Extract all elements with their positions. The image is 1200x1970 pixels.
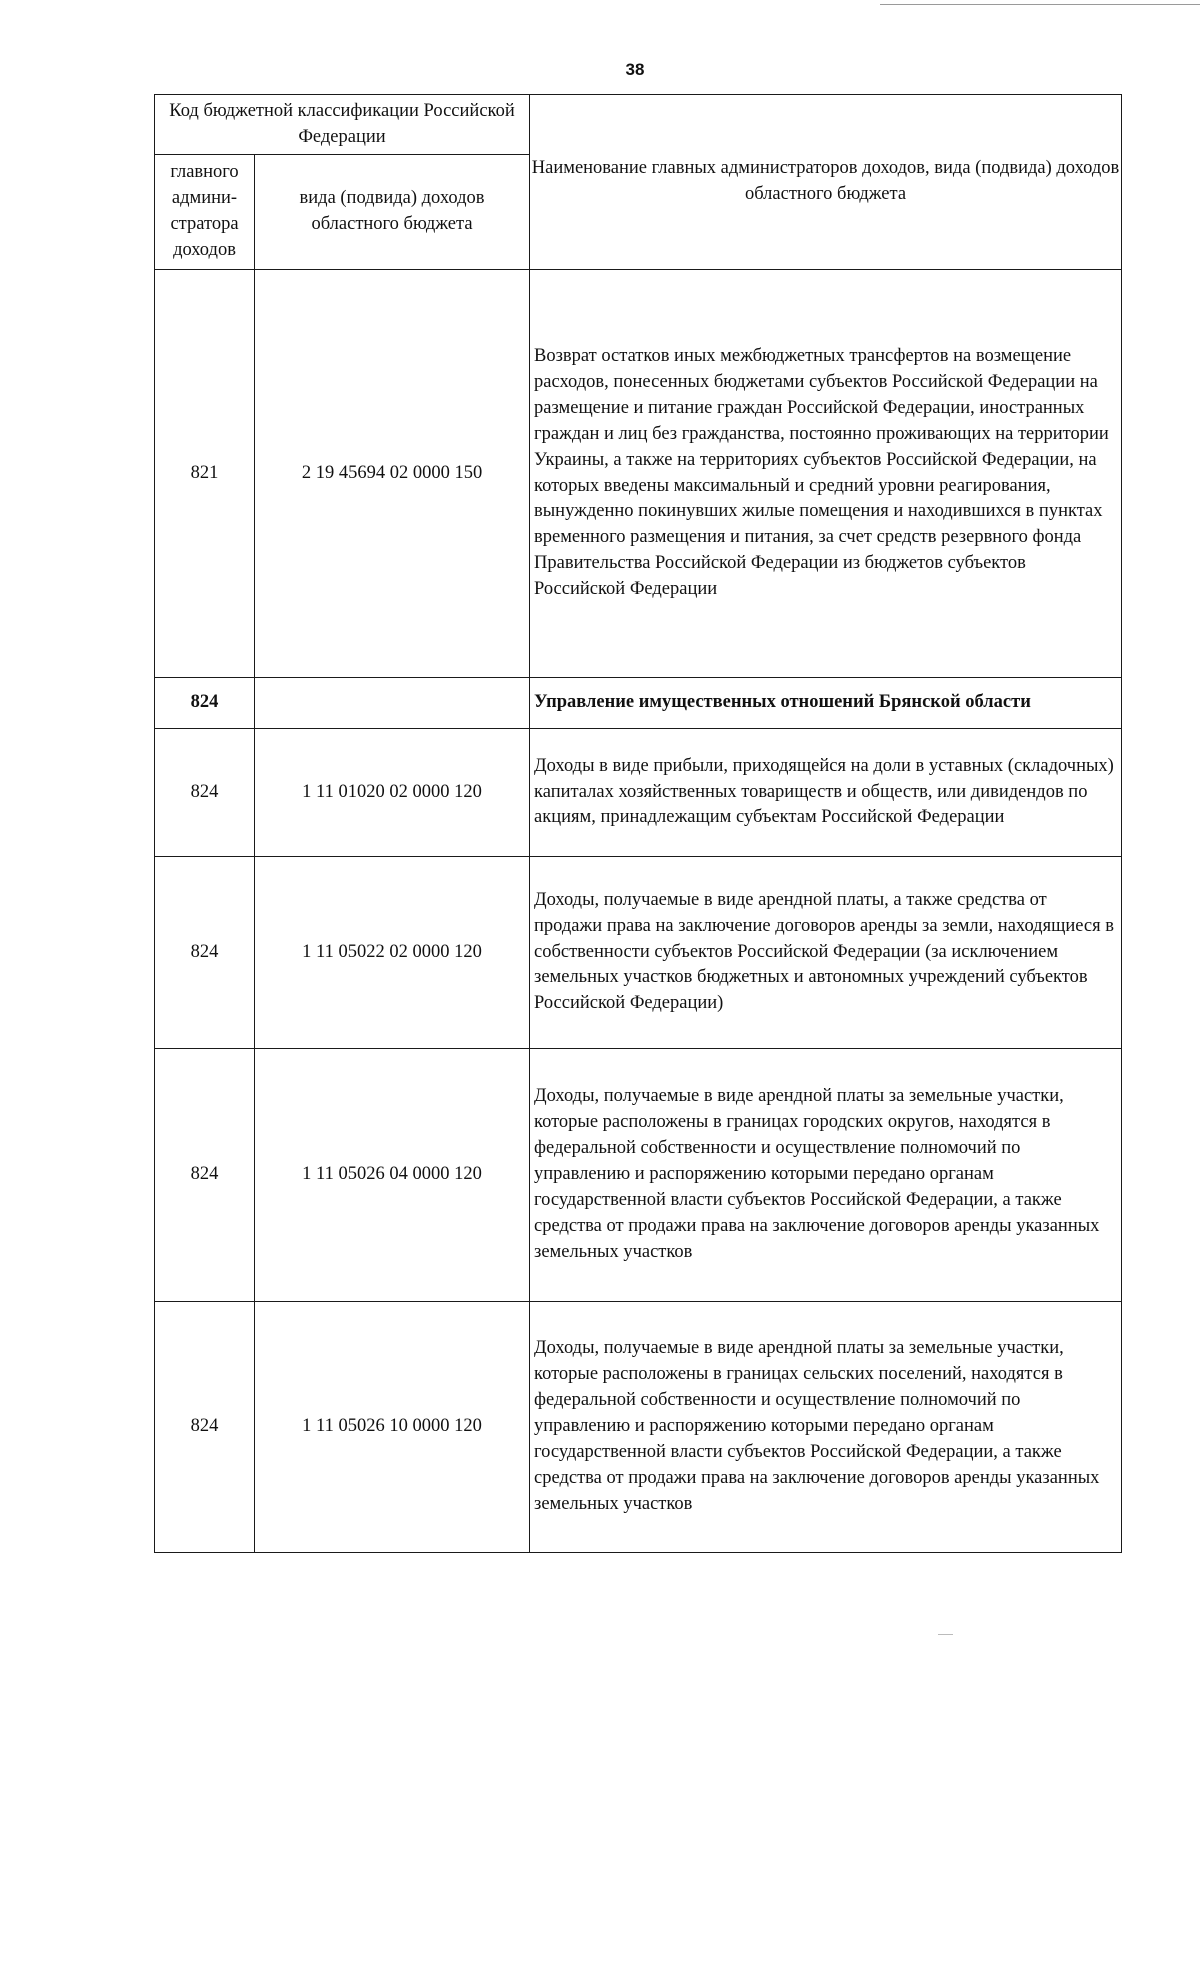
admin-code-cell: 824	[155, 729, 255, 857]
income-code-cell: 1 11 05022 02 0000 120	[255, 857, 530, 1049]
header-name-column: Наименование главных администраторов доходов, вида (подвида) доходов областного бюджета	[530, 95, 1122, 270]
admin-code-cell: 824	[155, 857, 255, 1049]
income-code-cell: 1 11 01020 02 0000 120	[255, 729, 530, 857]
admin-code-cell: 824	[155, 1302, 255, 1553]
table-row	[155, 270, 1122, 678]
income-code-cell: 2 19 45694 02 0000 150	[255, 270, 530, 678]
header-type-column: вида (подвида) доходов областного бюджета	[255, 155, 530, 270]
income-name-cell: Доходы, получаемые в виде арендной платы за земельные участки, которые расположены в границах городских округов, находятся в федеральной собственности и осуществление полномочий по управлению и распоряжению которыми передано органам государственной власти субъектов Российской Федерации, а также средства от продажи права на заключение договоров аренды указанных земельных участков	[530, 1049, 1122, 1302]
header-row-group	[155, 95, 1122, 155]
admin-code-cell: 824	[155, 678, 255, 729]
admin-code-cell: 824	[155, 1049, 255, 1302]
income-code-cell: 1 11 05026 10 0000 120	[255, 1302, 530, 1553]
header-group-title: Код бюджетной классификации Российской Федерации	[155, 95, 530, 155]
income-name-cell: Доходы, получаемые в виде арендной платы, а также средства от продажи права на заключение договоров аренды за земли, находящиеся в собственности субъектов Российской Федерации (за исключением земельных участков бюджетных и автономных учреждений субъектов Российской Федерации)	[530, 857, 1122, 1049]
administrator-name-cell: Управление имущественных отношений Брянской области	[530, 678, 1122, 729]
income-name-cell: Доходы, получаемые в виде арендной платы за земельные участки, которые расположены в границах сельских поселений, находятся в федеральной собственности и осуществление полномочий по управлению и распоряжению которыми передано органам государственной власти субъектов Российской Федерации, а также средства от продажи права на заключение договоров аренды указанных земельных участков	[530, 1302, 1122, 1553]
scan-artifact	[938, 1634, 953, 1635]
budget-classification-table	[154, 94, 1122, 1553]
income-name-cell: Возврат остатков иных межбюджетных трансфертов на возмещение расходов, понесенных бюджетами субъектов Российской Федерации на размещение и питание граждан Российской Федерации, иностранных граждан и лиц без гражданства, постоянно проживающих на территории Украины, а также на территориях субъектов Российской Федерации, на которых введены максимальный и средний уровни реагирования, вынужденно покинувших жилые помещения и находившихся в пунктах временного размещения и питания, за счет средств резервного фонда Правительства Российской Федерации из бюджетов субъектов Российской Федерации	[530, 270, 1122, 678]
header-admin-column: главного админи-стратора доходов	[155, 155, 255, 270]
page-number: 38	[625, 60, 645, 79]
administrator-row	[155, 678, 1122, 729]
income-code-cell	[255, 678, 530, 729]
table-row	[155, 857, 1122, 1049]
table-row	[155, 1302, 1122, 1553]
income-name-cell: Доходы в виде прибыли, приходящейся на доли в уставных (складочных) капиталах хозяйственных товариществ и обществ, или дивидендов по акциям, принадлежащим субъектам Российской Федерации	[530, 729, 1122, 857]
table-row	[155, 1049, 1122, 1302]
scan-edge-line	[880, 4, 1200, 5]
table-row	[155, 729, 1122, 857]
admin-code-cell: 821	[155, 270, 255, 678]
income-code-cell: 1 11 05026 04 0000 120	[255, 1049, 530, 1302]
